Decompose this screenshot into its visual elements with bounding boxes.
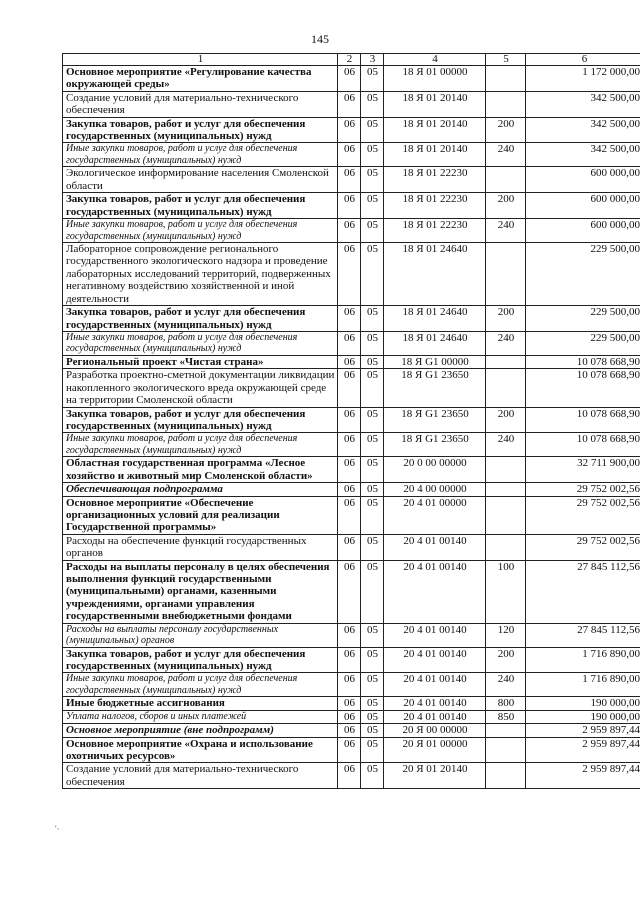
row-target-code: 18 Я 01 24640: [384, 243, 486, 306]
row-description: Иные закупки товаров, работ и услуг для обеспечения государственных (муниципальных) нужд: [63, 331, 338, 355]
row-subsection: 05: [361, 433, 384, 457]
row-section: 06: [338, 193, 361, 219]
row-section: 06: [338, 483, 361, 496]
row-description: Иные закупки товаров, работ и услуг для обеспечения государственных (муниципальных) нужд: [63, 673, 338, 697]
row-amount: 1 716 890,00: [526, 647, 640, 673]
row-amount: 229 500,00: [526, 243, 640, 306]
row-target-code: 20 4 01 00140: [384, 673, 486, 697]
row-section: 06: [338, 763, 361, 789]
row-section: 06: [338, 737, 361, 763]
header-col-6: 6: [526, 54, 640, 66]
row-target-code: 18 Я 01 20140: [384, 91, 486, 117]
row-description: Уплата налогов, сборов и иных платежей: [63, 710, 338, 723]
row-description: Закупка товаров, работ и услуг для обеспечения государственных (муниципальных) нужд: [63, 407, 338, 433]
row-expense-type: [486, 457, 526, 483]
row-description: Закупка товаров, работ и услуг для обеспечения государственных (муниципальных) нужд: [63, 647, 338, 673]
row-target-code: 20 4 01 00140: [384, 710, 486, 723]
table-row: [63, 763, 640, 789]
row-expense-type: [486, 483, 526, 496]
row-expense-type: 850: [486, 710, 526, 723]
row-subsection: 05: [361, 91, 384, 117]
row-description: Иные бюджетные ассигнования: [63, 697, 338, 710]
row-target-code: 20 Я 00 00000: [384, 724, 486, 737]
table-row: [63, 331, 640, 355]
row-amount: 32 711 900,00: [526, 457, 640, 483]
row-amount: 600 000,00: [526, 193, 640, 219]
row-amount: 2 959 897,44: [526, 724, 640, 737]
row-amount: 2 959 897,44: [526, 737, 640, 763]
row-description: Закупка товаров, работ и услуг для обеспечения государственных (муниципальных) нужд: [63, 193, 338, 219]
row-description: Иные закупки товаров, работ и услуг для обеспечения государственных (муниципальных) нужд: [63, 219, 338, 243]
table-row: [63, 355, 640, 368]
row-subsection: 05: [361, 457, 384, 483]
table-row: [63, 724, 640, 737]
row-description: Основное мероприятие «Обеспечение организационных условий для реализации Государственной программы»: [63, 496, 338, 534]
row-target-code: 18 Я 01 22230: [384, 167, 486, 193]
row-section: 06: [338, 143, 361, 167]
row-section: 06: [338, 647, 361, 673]
row-subsection: 05: [361, 143, 384, 167]
row-description: Иные закупки товаров, работ и услуг для обеспечения государственных (муниципальных) нужд: [63, 433, 338, 457]
row-subsection: 05: [361, 673, 384, 697]
row-subsection: 05: [361, 697, 384, 710]
row-expense-type: 200: [486, 407, 526, 433]
row-section: 06: [338, 369, 361, 407]
row-target-code: 18 Я G1 23650: [384, 369, 486, 407]
row-subsection: 05: [361, 355, 384, 368]
row-expense-type: [486, 737, 526, 763]
row-section: 06: [338, 407, 361, 433]
table-row: [63, 697, 640, 710]
row-description: Разработка проектно-сметной документации ликвидации накопленного экологического вреда окружающей среде на территории Смоленской области: [63, 369, 338, 407]
row-expense-type: [486, 496, 526, 534]
row-subsection: 05: [361, 331, 384, 355]
row-subsection: 05: [361, 167, 384, 193]
row-description: Создание условий для материально-технического обеспечения: [63, 91, 338, 117]
header-row: [63, 54, 640, 66]
row-amount: 342 500,00: [526, 143, 640, 167]
row-expense-type: 240: [486, 219, 526, 243]
row-description: Расходы на выплаты персоналу государственных (муниципальных) органов: [63, 623, 338, 647]
row-description: Основное мероприятие «Охрана и использование охотничьих ресурсов»: [63, 737, 338, 763]
row-subsection: 05: [361, 496, 384, 534]
row-target-code: 18 Я 01 00000: [384, 66, 486, 92]
row-expense-type: 240: [486, 143, 526, 167]
row-subsection: 05: [361, 737, 384, 763]
margin-mark: '·: [55, 824, 60, 834]
row-expense-type: 100: [486, 560, 526, 623]
row-section: 06: [338, 306, 361, 332]
row-target-code: 20 4 01 00140: [384, 534, 486, 560]
row-target-code: 18 Я G1 23650: [384, 407, 486, 433]
row-subsection: 05: [361, 117, 384, 143]
row-target-code: 20 4 01 00140: [384, 697, 486, 710]
row-description: Закупка товаров, работ и услуг для обеспечения государственных (муниципальных) нужд: [63, 306, 338, 332]
row-section: 06: [338, 710, 361, 723]
row-amount: 27 845 112,56: [526, 560, 640, 623]
row-expense-type: 800: [486, 697, 526, 710]
table-row: [63, 193, 640, 219]
row-section: 06: [338, 117, 361, 143]
row-description: Расходы на обеспечение функций государственных органов: [63, 534, 338, 560]
row-description: Обеспечивающая подпрограмма: [63, 483, 338, 496]
budget-table-body: [63, 54, 640, 789]
row-section: 06: [338, 623, 361, 647]
row-section: 06: [338, 496, 361, 534]
row-section: 06: [338, 167, 361, 193]
table-row: [63, 117, 640, 143]
table-row: [63, 483, 640, 496]
row-expense-type: 200: [486, 647, 526, 673]
row-description: Основное мероприятие (вне подпрограмм): [63, 724, 338, 737]
row-target-code: 20 4 01 00140: [384, 623, 486, 647]
row-expense-type: [486, 66, 526, 92]
table-row: [63, 219, 640, 243]
row-target-code: 18 Я 01 20140: [384, 143, 486, 167]
budget-table: [62, 53, 640, 789]
row-section: 06: [338, 219, 361, 243]
row-expense-type: 240: [486, 433, 526, 457]
row-section: 06: [338, 724, 361, 737]
header-col-5: 5: [486, 54, 526, 66]
table-row: [63, 673, 640, 697]
row-amount: 29 752 002,56: [526, 496, 640, 534]
row-section: 06: [338, 331, 361, 355]
row-description: Иные закупки товаров, работ и услуг для обеспечения государственных (муниципальных) нужд: [63, 143, 338, 167]
row-target-code: 20 4 01 00140: [384, 647, 486, 673]
row-section: 06: [338, 560, 361, 623]
row-amount: 10 078 668,90: [526, 433, 640, 457]
row-description: Лабораторное сопровождение регионального государственного экологического надзора и проведение лабораторных исследований территорий, подверженных негативному воздействию хозяйственной и иной деятельности: [63, 243, 338, 306]
row-target-code: 18 Я 01 20140: [384, 117, 486, 143]
row-subsection: 05: [361, 724, 384, 737]
row-target-code: 18 Я 01 22230: [384, 193, 486, 219]
row-amount: 1 716 890,00: [526, 673, 640, 697]
table-row: [63, 534, 640, 560]
table-row: [63, 560, 640, 623]
table-row: [63, 243, 640, 306]
row-section: 06: [338, 457, 361, 483]
row-subsection: 05: [361, 193, 384, 219]
table-row: [63, 91, 640, 117]
row-section: 06: [338, 697, 361, 710]
table-row: [63, 737, 640, 763]
row-description: Экологическое информирование населения Смоленской области: [63, 167, 338, 193]
table-row: [63, 647, 640, 673]
row-expense-type: 200: [486, 306, 526, 332]
row-expense-type: 200: [486, 193, 526, 219]
table-row: [63, 66, 640, 92]
row-subsection: 05: [361, 219, 384, 243]
row-target-code: 20 Я 01 20140: [384, 763, 486, 789]
table-row: [63, 369, 640, 407]
row-amount: 2 959 897,44: [526, 763, 640, 789]
row-amount: 190 000,00: [526, 697, 640, 710]
header-col-3: 3: [361, 54, 384, 66]
table-row: [63, 143, 640, 167]
row-subsection: 05: [361, 710, 384, 723]
row-subsection: 05: [361, 763, 384, 789]
row-description: Закупка товаров, работ и услуг для обеспечения государственных (муниципальных) нужд: [63, 117, 338, 143]
row-section: 06: [338, 243, 361, 306]
table-row: [63, 710, 640, 723]
row-subsection: 05: [361, 407, 384, 433]
row-subsection: 05: [361, 560, 384, 623]
row-target-code: 20 4 01 00000: [384, 496, 486, 534]
table-row: [63, 167, 640, 193]
row-target-code: 18 Я 01 24640: [384, 331, 486, 355]
row-amount: 600 000,00: [526, 167, 640, 193]
row-amount: 1 172 000,00: [526, 66, 640, 92]
row-target-code: 18 Я 01 22230: [384, 219, 486, 243]
row-description: Региональный проект «Чистая страна»: [63, 355, 338, 368]
row-subsection: 05: [361, 243, 384, 306]
row-description: Областная государственная программа «Лесное хозяйство и животный мир Смоленской области»: [63, 457, 338, 483]
row-expense-type: [486, 91, 526, 117]
row-expense-type: [486, 534, 526, 560]
row-section: 06: [338, 66, 361, 92]
row-section: 06: [338, 534, 361, 560]
row-expense-type: 200: [486, 117, 526, 143]
header-col-2: 2: [338, 54, 361, 66]
table-row: [63, 433, 640, 457]
row-section: 06: [338, 355, 361, 368]
header-col-4: 4: [384, 54, 486, 66]
row-subsection: 05: [361, 66, 384, 92]
row-amount: 342 500,00: [526, 117, 640, 143]
row-expense-type: 240: [486, 331, 526, 355]
row-amount: 229 500,00: [526, 306, 640, 332]
row-subsection: 05: [361, 369, 384, 407]
row-subsection: 05: [361, 534, 384, 560]
row-amount: 29 752 002,56: [526, 534, 640, 560]
header-col-1: 1: [63, 54, 338, 66]
row-target-code: 18 Я G1 00000: [384, 355, 486, 368]
row-description: Создание условий для материально-технического обеспечения: [63, 763, 338, 789]
row-amount: 10 078 668,90: [526, 407, 640, 433]
row-target-code: 20 Я 01 00000: [384, 737, 486, 763]
row-amount: 229 500,00: [526, 331, 640, 355]
row-amount: 29 752 002,56: [526, 483, 640, 496]
row-amount: 27 845 112,56: [526, 623, 640, 647]
row-subsection: 05: [361, 623, 384, 647]
row-section: 06: [338, 673, 361, 697]
table-row: [63, 623, 640, 647]
row-subsection: 05: [361, 647, 384, 673]
row-subsection: 05: [361, 306, 384, 332]
row-amount: 342 500,00: [526, 91, 640, 117]
table-row: [63, 496, 640, 534]
row-section: 06: [338, 433, 361, 457]
row-expense-type: [486, 369, 526, 407]
row-expense-type: [486, 763, 526, 789]
row-description: Основное мероприятие «Регулирование качества окружающей среды»: [63, 66, 338, 92]
row-amount: 10 078 668,90: [526, 355, 640, 368]
row-expense-type: 240: [486, 673, 526, 697]
row-target-code: 18 Я G1 23650: [384, 433, 486, 457]
row-target-code: 20 0 00 00000: [384, 457, 486, 483]
row-description: Расходы на выплаты персоналу в целях обеспечения выполнения функций государственными (муниципальными) органами, казенными учреждениями, органами управления государственными внебюджетными фондами: [63, 560, 338, 623]
row-expense-type: [486, 724, 526, 737]
row-expense-type: [486, 355, 526, 368]
row-section: 06: [338, 91, 361, 117]
row-target-code: 20 4 00 00000: [384, 483, 486, 496]
table-row: [63, 457, 640, 483]
row-target-code: 18 Я 01 24640: [384, 306, 486, 332]
row-expense-type: 120: [486, 623, 526, 647]
table-row: [63, 407, 640, 433]
row-amount: 190 000,00: [526, 710, 640, 723]
row-amount: 10 078 668,90: [526, 369, 640, 407]
row-subsection: 05: [361, 483, 384, 496]
row-target-code: 20 4 01 00140: [384, 560, 486, 623]
row-amount: 600 000,00: [526, 219, 640, 243]
row-expense-type: [486, 167, 526, 193]
table-row: [63, 306, 640, 332]
row-expense-type: [486, 243, 526, 306]
page-number: 145: [311, 32, 329, 46]
